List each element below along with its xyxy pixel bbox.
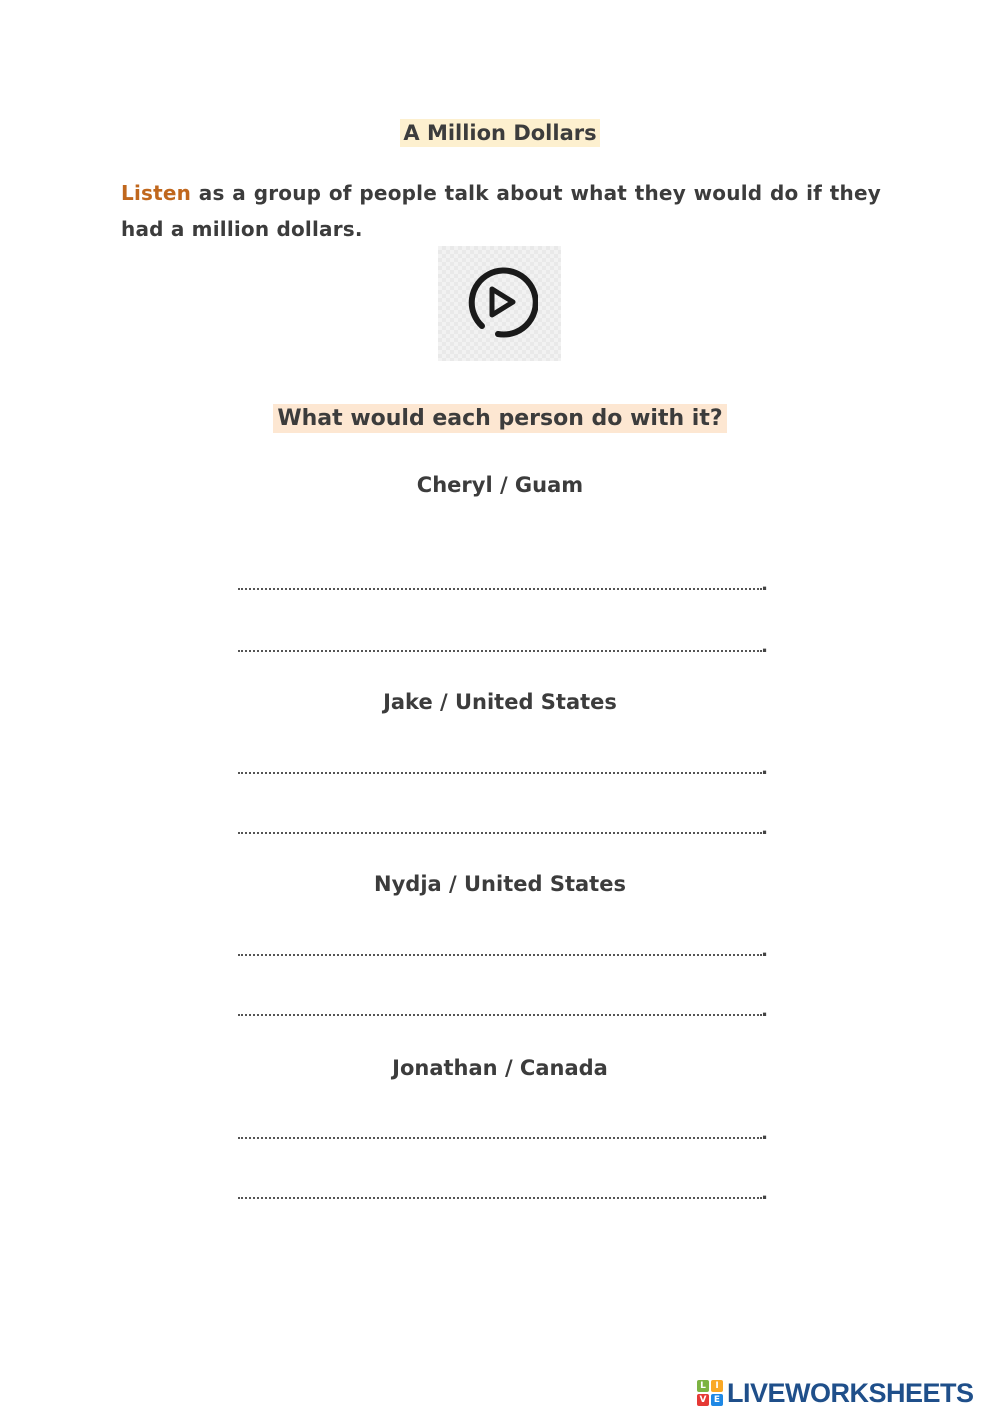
worksheet-title <box>0 121 1000 145</box>
instructions <box>121 175 881 247</box>
answer-line[interactable] <box>238 1187 762 1199</box>
answer-line[interactable] <box>238 762 762 774</box>
person-heading: Nydja / United States <box>374 872 626 896</box>
logo-mark <box>697 1380 723 1406</box>
logo-wordmark: LIVEWORKSHEETS <box>727 1377 974 1408</box>
question-text: What would each person do with it? <box>273 404 726 433</box>
liveworksheets-logo <box>697 1378 974 1408</box>
person-heading: Jonathan / Canada <box>392 1056 608 1080</box>
instructions-text: as a group of people talk about what they would do if they had a million dollars. <box>121 181 881 241</box>
logo-tile: V <box>697 1394 709 1406</box>
answer-line[interactable] <box>238 822 762 834</box>
logo-tile: L <box>697 1380 709 1392</box>
answer-line[interactable] <box>238 640 762 652</box>
logo-tile: E <box>711 1394 723 1406</box>
answer-line[interactable] <box>238 578 762 590</box>
question-heading <box>0 406 1000 431</box>
answer-line[interactable] <box>238 944 762 956</box>
audio-play-button[interactable] <box>438 246 561 361</box>
person-heading: Jake / United States <box>383 690 617 714</box>
logo-tile: I <box>711 1380 723 1392</box>
person-heading: Cheryl / Guam <box>416 473 584 497</box>
answer-line[interactable] <box>238 1127 762 1139</box>
answer-line[interactable] <box>238 1004 762 1016</box>
listen-highlight: Listen <box>121 181 192 205</box>
title-text: A Million Dollars <box>400 119 599 147</box>
play-circle-icon <box>460 264 538 342</box>
